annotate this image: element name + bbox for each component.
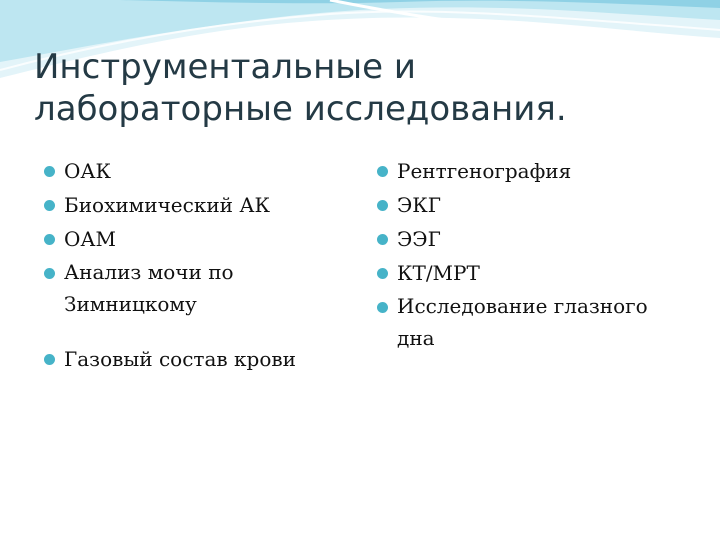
slide-title: Инструментальные и лабораторные исследования. <box>34 47 567 129</box>
list-item-text: Газовый состав крови <box>64 347 296 371</box>
list-item <box>377 154 697 188</box>
list-item-text: Исследование глазного дна <box>397 294 648 350</box>
left-list <box>44 154 344 376</box>
list-item-text: Биохимический АК <box>64 193 270 217</box>
list-item <box>377 256 697 290</box>
list-item-text: ЭЭГ <box>397 227 441 251</box>
list-item <box>377 222 697 256</box>
bullet-icon <box>377 200 388 211</box>
bullet-icon <box>44 200 55 211</box>
list-item <box>377 188 697 222</box>
spacer <box>44 320 344 342</box>
list-item <box>44 188 344 222</box>
bullet-icon <box>377 268 388 279</box>
list-item-text: ЭКГ <box>397 193 442 217</box>
bullet-icon <box>377 166 388 177</box>
list-item-text: ОАМ <box>64 227 117 251</box>
list-item <box>377 290 687 354</box>
list-item <box>44 342 344 376</box>
right-list <box>377 154 697 354</box>
bullet-icon <box>377 302 388 313</box>
list-item <box>44 222 344 256</box>
bullet-icon <box>44 234 55 245</box>
list-item <box>44 154 344 188</box>
list-item <box>44 256 294 320</box>
list-item-text: КТ/МРТ <box>397 261 480 285</box>
bullet-icon <box>44 268 55 279</box>
bullet-icon <box>377 234 388 245</box>
list-item-text: Анализ мочи по Зимницкому <box>64 260 234 316</box>
bullet-icon <box>44 166 55 177</box>
list-item-text: Рентгенография <box>397 159 572 183</box>
bullet-icon <box>44 354 55 365</box>
list-item-text: ОАК <box>64 159 112 183</box>
